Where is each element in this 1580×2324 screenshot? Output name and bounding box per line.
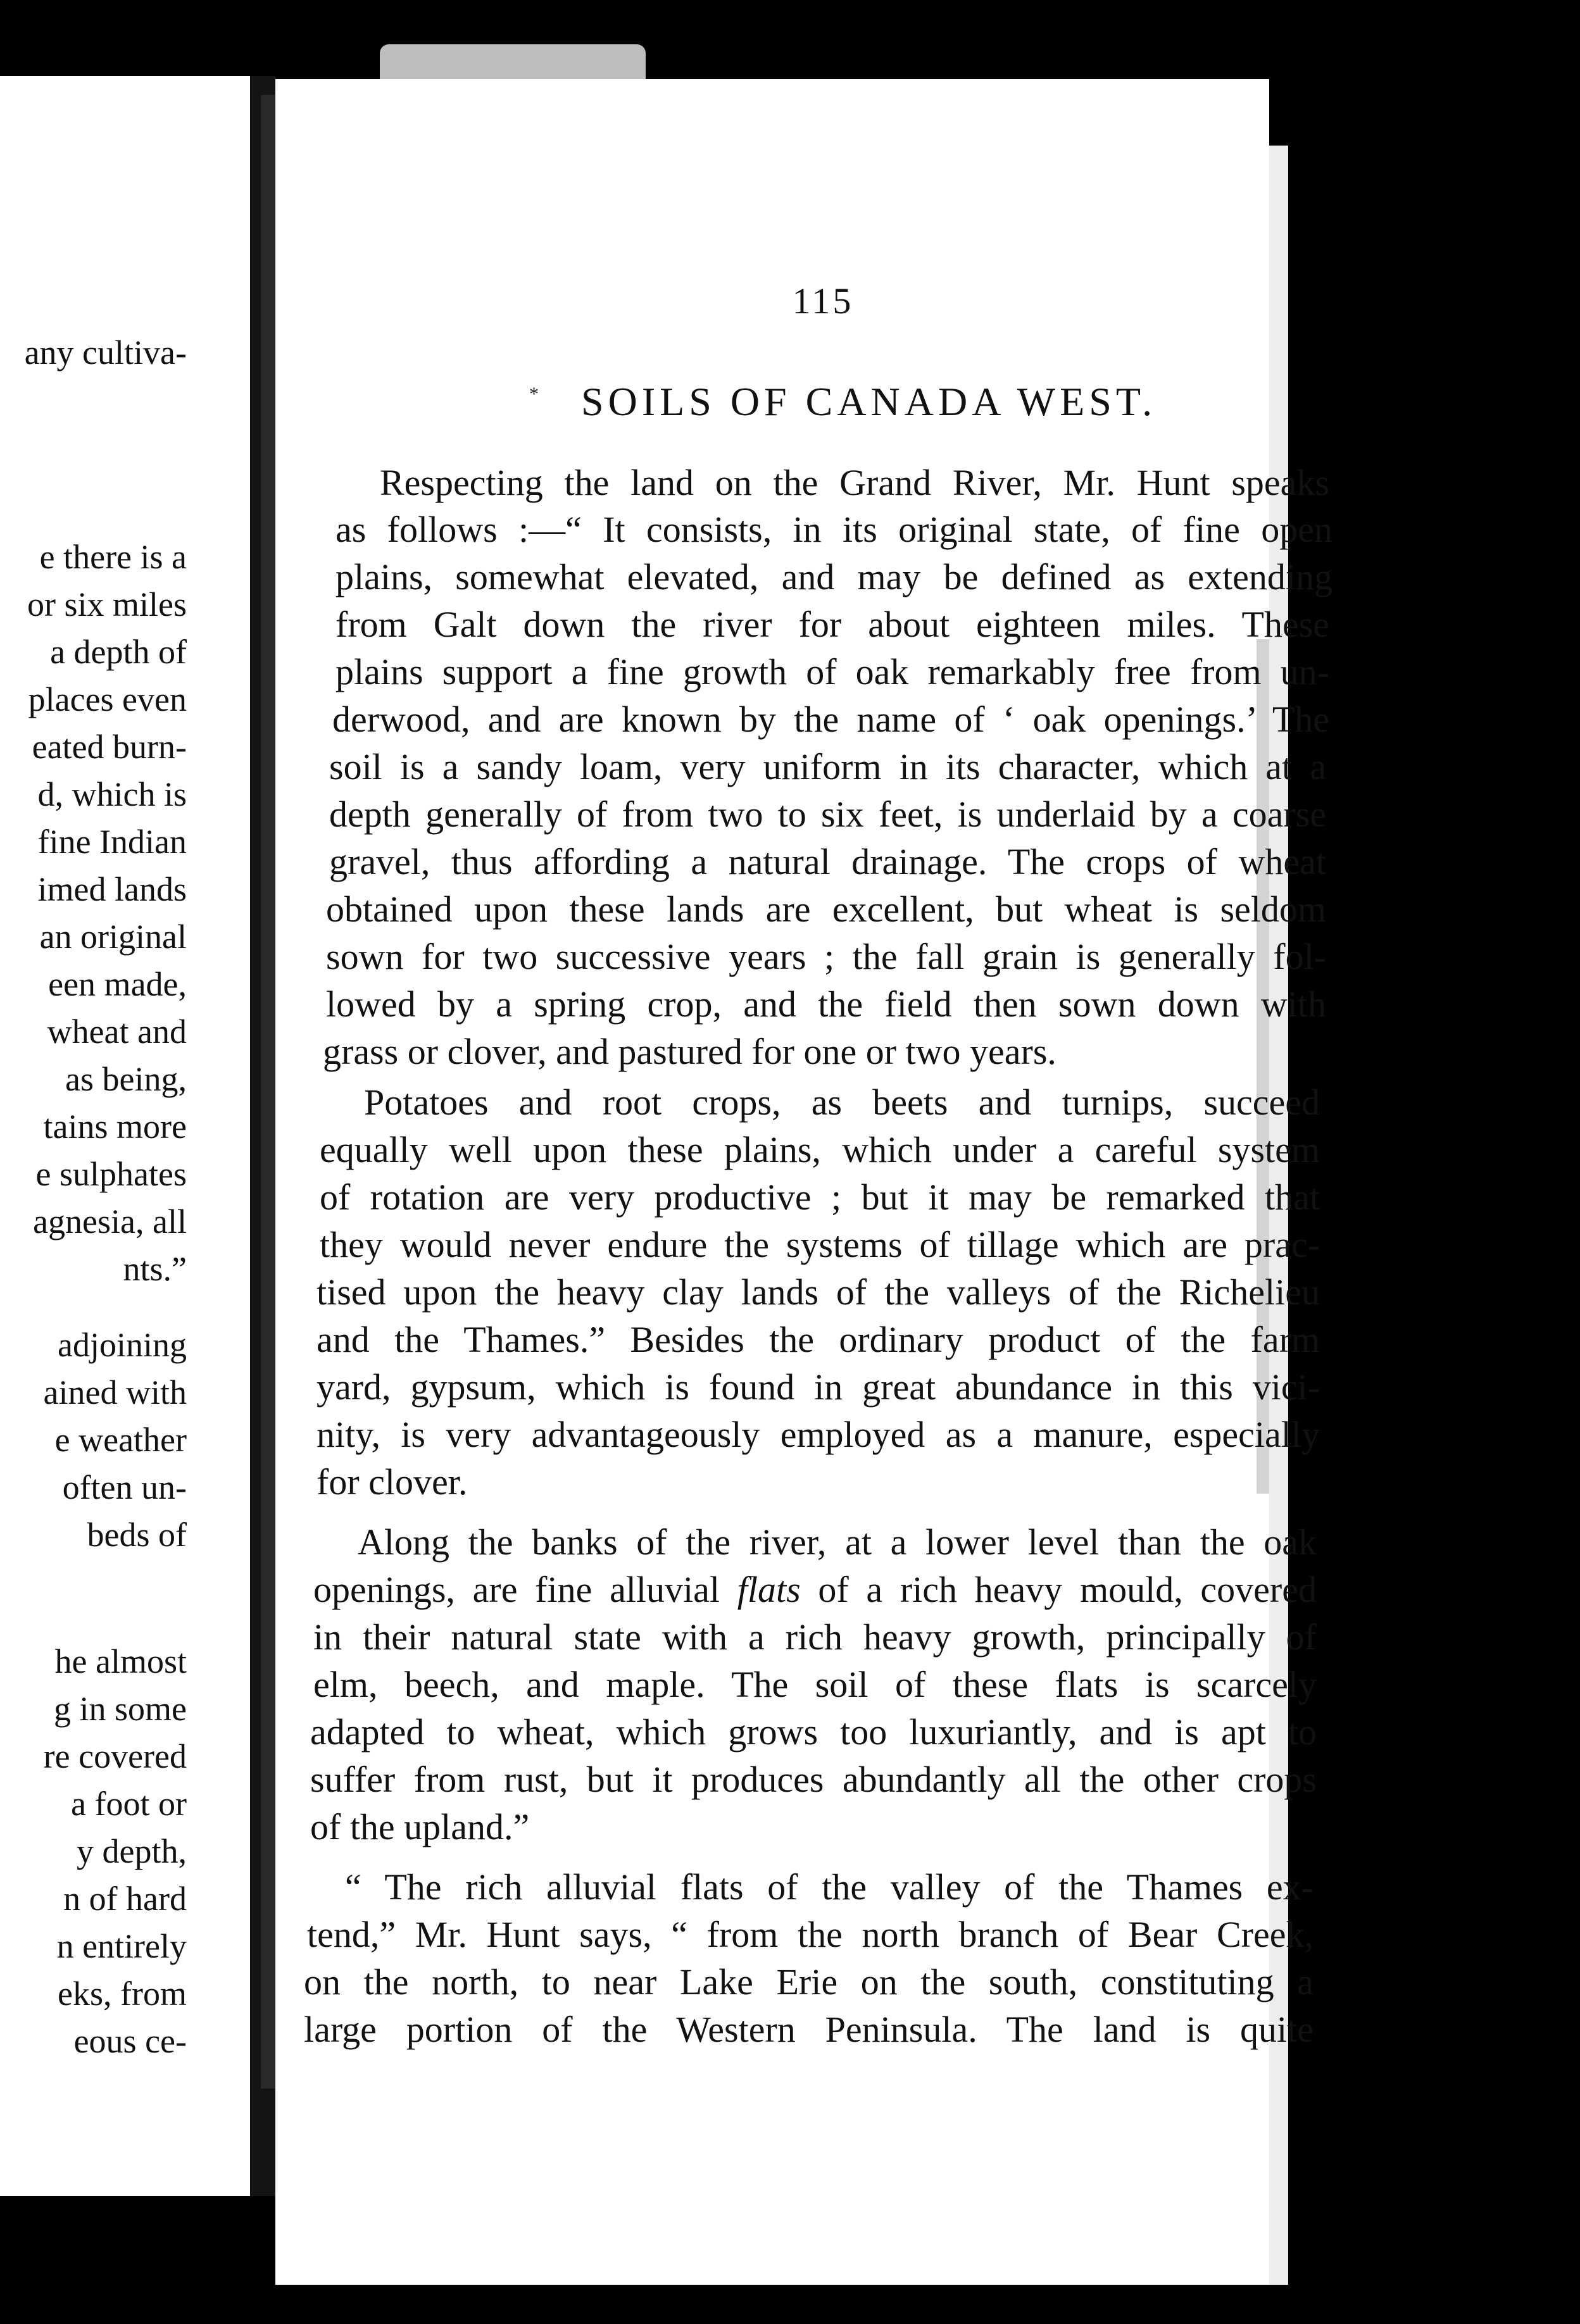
facing-line: g in some	[54, 1690, 187, 1728]
facing-line: e sulphates	[35, 1155, 187, 1193]
body-line: derwood, and are known by the name of ‘ oak openings.’ The	[332, 699, 1329, 740]
body-line: yard, gypsum, which is found in great abundance in this vici-	[317, 1366, 1320, 1408]
facing-line: e there is a	[39, 538, 187, 576]
facing-line: or six miles	[27, 585, 187, 623]
body-line: they would never endure the systems of tillage which are prac-	[320, 1224, 1320, 1265]
heading-bullet: *	[529, 384, 539, 404]
body-line: on the north, to near Lake Erie on the south, constituting a	[304, 1961, 1314, 2002]
body-line: as follows :—“ It consists, in its original state, of fine open	[335, 509, 1332, 550]
binding-tab	[380, 44, 646, 82]
facing-line: often un-	[62, 1468, 187, 1506]
body-line: for clover.	[317, 1461, 468, 1502]
body-line: in their natural state with a rich heavy growth, principally of	[313, 1616, 1317, 1658]
facing-line: y depth,	[77, 1832, 187, 1870]
body-line: sown for two successive years ; the fall grain is generally fol-	[326, 936, 1326, 977]
facing-line: a foot or	[71, 1785, 187, 1823]
page-number: 115	[792, 280, 854, 322]
body-line: tend,” Mr. Hunt says, “ from the north branch of Bear Creek,	[307, 1914, 1314, 1955]
body-line: large portion of the Western Peninsula. The land is quite	[304, 2009, 1314, 2050]
body-line: Potatoes and root crops, as beets and turnips, succeed	[364, 1082, 1320, 1123]
facing-line: places even	[28, 680, 187, 718]
facing-line: eated burn-	[32, 728, 187, 766]
facing-line: fine Indian	[37, 823, 187, 861]
facing-line: a depth of	[50, 633, 187, 671]
body-line: and the Thames.” Besides the ordinary product of the farm	[317, 1319, 1320, 1360]
italic-word: flats	[737, 1569, 801, 1610]
facing-line: wheat and	[47, 1013, 187, 1051]
body-line: openings, are fine alluvial flats of a rich heavy mould, covered	[313, 1569, 1317, 1610]
facing-line: n of hard	[63, 1880, 187, 1918]
body-line: depth generally of from two to six feet, is underlaid by a coarse	[329, 794, 1326, 835]
body-line: of the upland.”	[310, 1806, 530, 1847]
facing-line: re covered	[43, 1737, 187, 1775]
facing-line: as being,	[65, 1060, 187, 1098]
facing-line: any cultiva-	[24, 334, 187, 372]
body-line: plains support a fine growth of oak remarkably free from un-	[335, 651, 1329, 692]
body-line: lowed by a spring crop, and the field then sown down with	[326, 984, 1326, 1025]
body-line: “ The rich alluvial flats of the valley of the Thames ex-	[345, 1866, 1314, 1908]
facing-line: imed lands	[37, 870, 187, 908]
body-line: gravel, thus affording a natural drainage. The crops of wheat	[329, 841, 1326, 882]
body-line: equally well upon these plains, which under a careful system	[320, 1129, 1320, 1170]
body-line: adapted to wheat, which grows too luxuriantly, and is apt to	[310, 1711, 1317, 1752]
facing-line: d, which is	[37, 775, 187, 813]
facing-line: nts.”	[123, 1250, 187, 1288]
facing-line: een made,	[48, 965, 187, 1003]
facing-line: ained with	[43, 1373, 187, 1411]
body-line: elm, beech, and maple. The soil of these flats is scarcely	[313, 1664, 1317, 1705]
body-line: soil is a sandy loam, very uniform in its character, which at a	[329, 746, 1326, 787]
facing-line: an original	[39, 918, 187, 956]
facing-line: eous ce-	[73, 2022, 187, 2060]
body-line: grass or clover, and pastured for one or two years.	[323, 1031, 1056, 1072]
facing-line: agnesia, all	[33, 1203, 187, 1240]
body-line: from Galt down the river for about eighteen miles. These	[335, 604, 1329, 645]
facing-line: n entirely	[56, 1927, 187, 1965]
facing-line: adjoining	[58, 1326, 187, 1364]
book-gutter-shadow	[261, 95, 275, 2089]
body-line: Along the banks of the river, at a lower level than the oak	[358, 1521, 1317, 1563]
facing-line: he almost	[54, 1642, 187, 1680]
body-line: suffer from rust, but it produces abundantly all the other crops	[310, 1759, 1317, 1800]
facing-line: tains more	[43, 1108, 187, 1146]
page-title: SOILS OF CANADA WEST.	[581, 379, 1157, 424]
facing-line: eks, from	[58, 1975, 187, 2013]
body-line: Respecting the land on the Grand River, Mr. Hunt speaks	[380, 462, 1329, 503]
body-line: tised upon the heavy clay lands of the valleys of the Richelieu	[317, 1271, 1320, 1313]
body-line: of rotation are very productive ; but it may be remarked that	[320, 1177, 1320, 1218]
facing-page-fragment	[0, 76, 250, 2196]
facing-line: e weather	[54, 1421, 187, 1459]
body-line: obtained upon these lands are excellent, but wheat is seldom	[326, 889, 1326, 930]
body-line: nity, is very advantageously employed as a manure, especially	[317, 1414, 1320, 1455]
body-line: plains, somewhat elevated, and may be defined as extending	[335, 556, 1332, 597]
facing-line: beds of	[87, 1516, 187, 1554]
